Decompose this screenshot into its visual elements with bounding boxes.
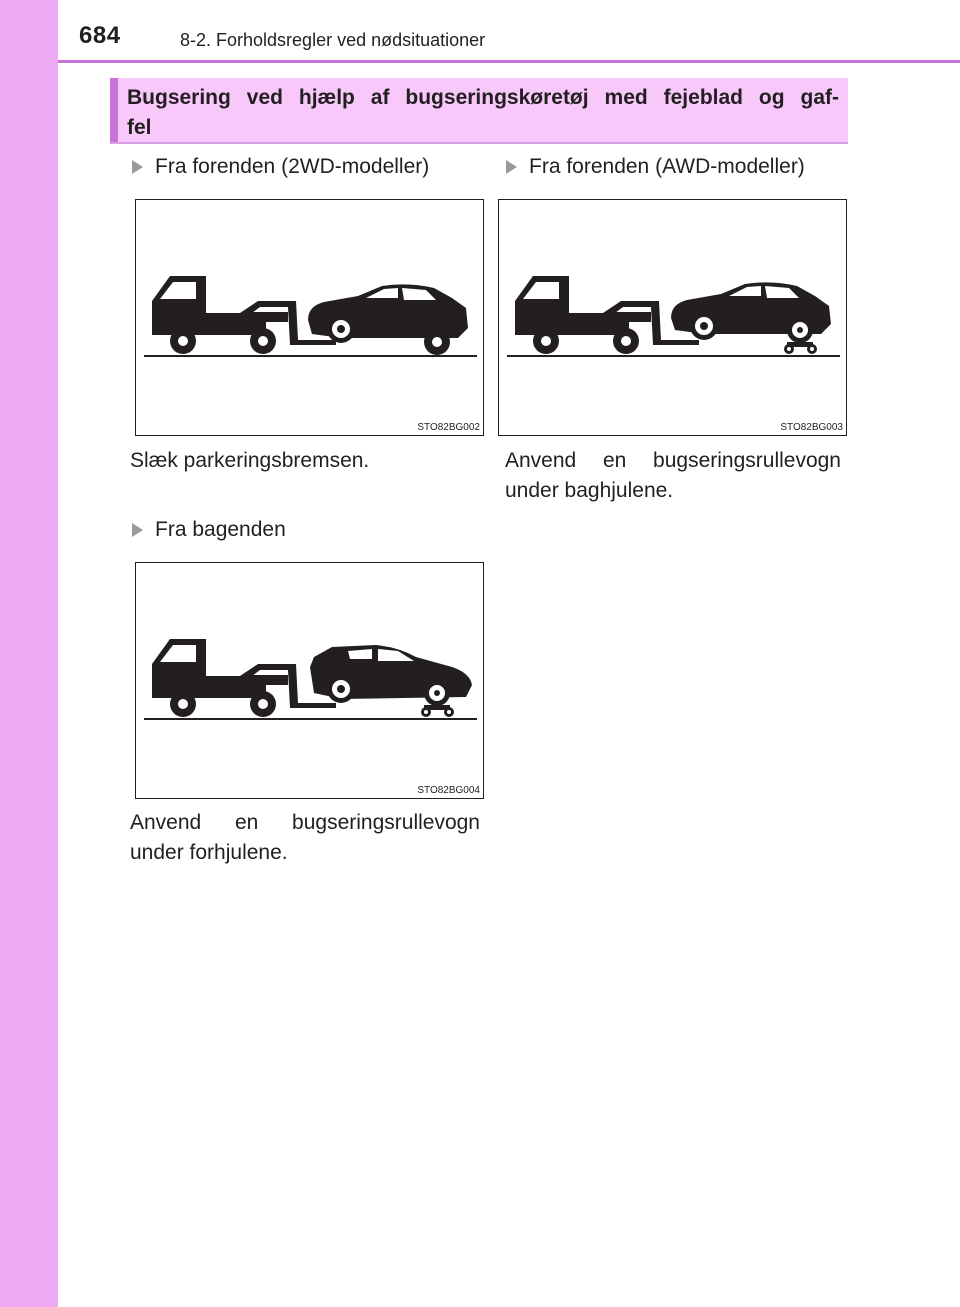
paragraph-line-1: Anvend en bugseringsrullevogn xyxy=(130,811,480,834)
page-sidebar-tab xyxy=(0,0,58,1307)
page-number: 684 xyxy=(79,22,121,49)
figure-code: STO82BG002 xyxy=(417,422,480,433)
subheading-front-2wd xyxy=(132,154,429,180)
heading-line-1: Bugsering ved hjælp af bugseringskøretøj med fejeblad og gaf- xyxy=(127,86,839,109)
subheading-label: Fra bagenden xyxy=(155,518,286,541)
paragraph-line-1: Anvend en bugseringsrullevogn xyxy=(505,449,841,472)
subheading-rear xyxy=(132,517,286,543)
bullet-triangle-icon xyxy=(132,523,143,537)
figure-front-awd xyxy=(498,199,847,436)
figure-front-2wd xyxy=(135,199,484,436)
header-rule xyxy=(58,60,960,63)
paragraph-line-2: under forhjulene. xyxy=(130,841,288,864)
bullet-triangle-icon xyxy=(506,160,517,174)
subheading-front-awd xyxy=(506,154,805,180)
subheading-label: Fra forenden (AWD-modeller) xyxy=(529,155,805,178)
paragraph-front-2wd xyxy=(130,446,480,476)
bullet-triangle-icon xyxy=(132,160,143,174)
figure-code: STO82BG004 xyxy=(417,785,480,796)
heading-box xyxy=(110,78,848,144)
heading-accent-bar xyxy=(110,78,118,142)
heading-line-2: fel xyxy=(127,116,152,139)
tow-truck-front-2wd-illustration xyxy=(136,200,483,435)
figure-code: STO82BG003 xyxy=(780,422,843,433)
paragraph-front-awd xyxy=(505,446,841,506)
figure-rear xyxy=(135,562,484,799)
paragraph-rear xyxy=(130,808,480,868)
section-title: 8-2. Forholdsregler ved nødsituationer xyxy=(180,30,486,50)
paragraph-line-1: Slæk parkeringsbremsen. xyxy=(130,449,370,472)
tow-truck-rear-illustration xyxy=(136,563,483,798)
heading-text xyxy=(127,83,839,143)
paragraph-line-2: under baghjulene. xyxy=(505,479,674,502)
subheading-label: Fra forenden (2WD-modeller) xyxy=(155,155,430,178)
tow-truck-front-awd-illustration xyxy=(499,200,846,435)
